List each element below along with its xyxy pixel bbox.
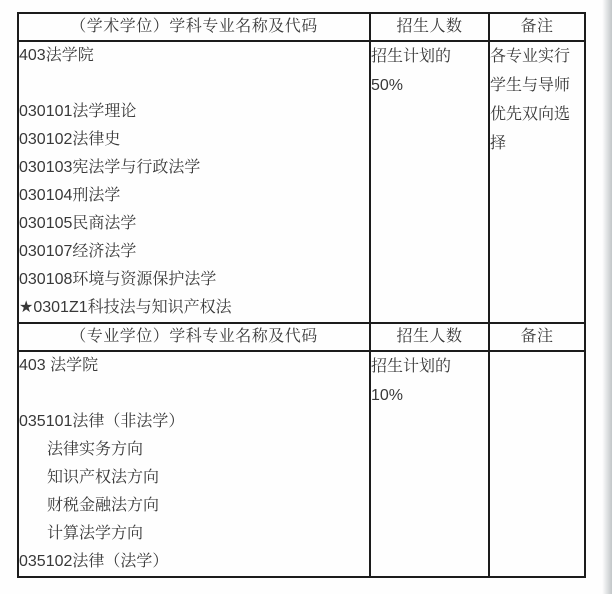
professional-data-row (18, 351, 585, 577)
program-line: 030108环境与资源保护法学 (19, 271, 217, 288)
program-line-blank (19, 380, 369, 408)
program-direction-line: 财税金融法方向 (47, 497, 160, 514)
program-line: 403 法学院 (19, 357, 99, 374)
academic-note-header: 备注 (489, 13, 585, 41)
professional-note-cell (489, 351, 585, 577)
academic-quota-header: 招生人数 (370, 13, 489, 41)
program-line: 030102法律史 (19, 131, 121, 148)
program-line: 403法学院 (19, 47, 94, 64)
program-line: 035102法律（法学） (19, 553, 169, 570)
note-line: 择 (490, 135, 507, 152)
program-line: 030103宪法学与行政法学 (19, 159, 201, 176)
quota-line: 10% (371, 387, 404, 404)
program-line: 030101法学理论 (19, 103, 137, 120)
academic-header-row (18, 13, 585, 41)
program-line: 030104刑法学 (19, 187, 121, 204)
note-line: 各专业实行 (490, 48, 571, 65)
note-line: 优先双向选 (490, 106, 571, 123)
program-line-blank (19, 70, 369, 98)
professional-quota-header: 招生人数 (370, 323, 489, 351)
academic-name-header: （学术学位）学科专业名称及代码 (18, 13, 370, 41)
admissions-table (17, 12, 586, 578)
program-line: 030105民商法学 (19, 215, 137, 232)
program-direction-line: 知识产权法方向 (47, 469, 160, 486)
program-line-starred: ★0301Z1科技法与知识产权法 (19, 299, 232, 316)
quota-line: 招生计划的 (371, 48, 452, 65)
professional-quota-cell (370, 351, 489, 577)
quota-line: 招生计划的 (371, 358, 452, 375)
note-line: 学生与导师 (490, 77, 571, 94)
professional-note-header: 备注 (489, 323, 585, 351)
academic-programs-cell (18, 41, 370, 323)
quota-line: 50% (371, 77, 404, 94)
academic-quota-cell (370, 41, 489, 323)
professional-name-header: （专业学位）学科专业名称及代码 (18, 323, 370, 351)
program-direction-line: 法律实务方向 (47, 441, 144, 458)
professional-header-row (18, 323, 585, 351)
professional-programs-cell (18, 351, 370, 577)
academic-note-cell (489, 41, 585, 323)
program-line: 035101法律（非法学） (19, 413, 185, 430)
program-line: 030107经济法学 (19, 243, 137, 260)
academic-data-row (18, 41, 585, 323)
program-direction-line: 计算法学方向 (47, 525, 144, 542)
page-edge-strip (602, 0, 612, 594)
